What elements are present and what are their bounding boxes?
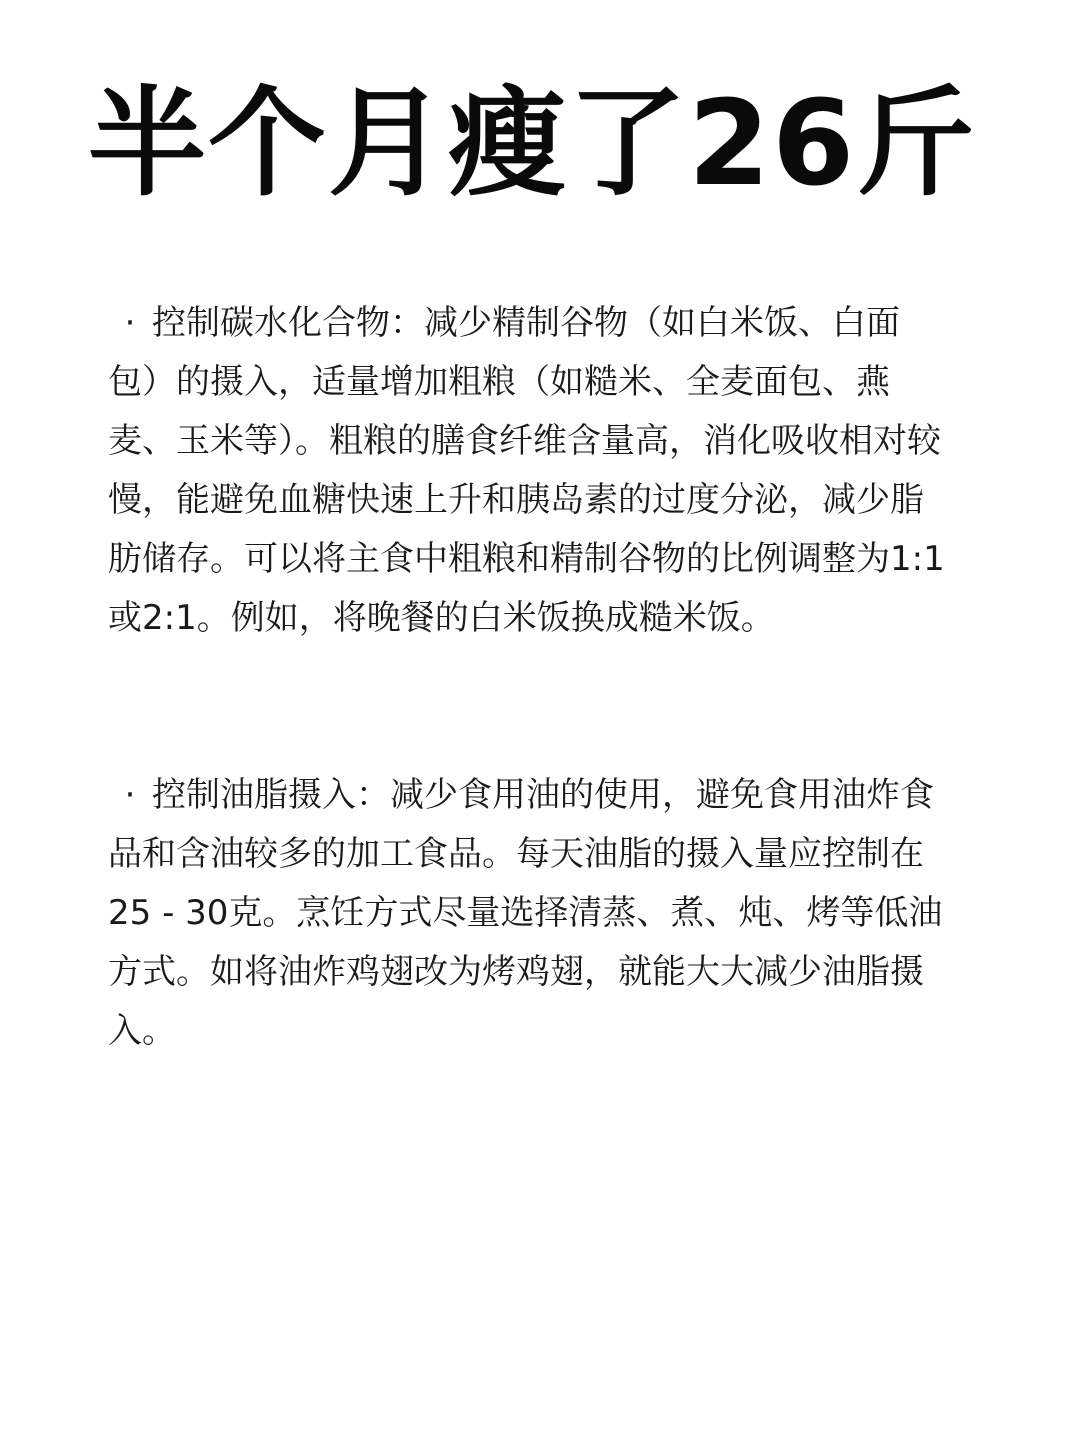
tip-paragraph-carbs bbox=[108, 294, 950, 648]
page-title: 半个月瘦了26斤 bbox=[88, 74, 977, 212]
tip-paragraph-oil bbox=[108, 766, 950, 1061]
tip-heading: 控制碳水化合物： bbox=[152, 303, 424, 343]
tip-body: 减少精制谷物（如白米饭、白面包）的摄入，适量增加粗粮（如糙米、全麦面包、燕麦、玉米等）。粗粮的膳食纤维含量高，消化吸收相对较慢，能避免血糖快速上升和胰岛素的过度分泌，减少脂肪储存。可以将主食中粗粮和精制谷物的比例调整为1:1或2:1。例如，将晚餐的白米饭换成糙米饭。 bbox=[108, 303, 945, 638]
tip-body: 减少食用油的使用，避免食用油炸食品和含油较多的加工食品。每天油脂的摄入量应控制在25 - 30克。烹饪方式尽量选择清蒸、煮、炖、烤等低油方式。如将油炸鸡翅改为烤鸡翅，就能大大减少油脂摄入。 bbox=[108, 775, 943, 1051]
bullet-dot: · bbox=[124, 303, 136, 343]
tip-heading: 控制油脂摄入： bbox=[152, 775, 390, 815]
bullet-dot: · bbox=[124, 775, 136, 815]
